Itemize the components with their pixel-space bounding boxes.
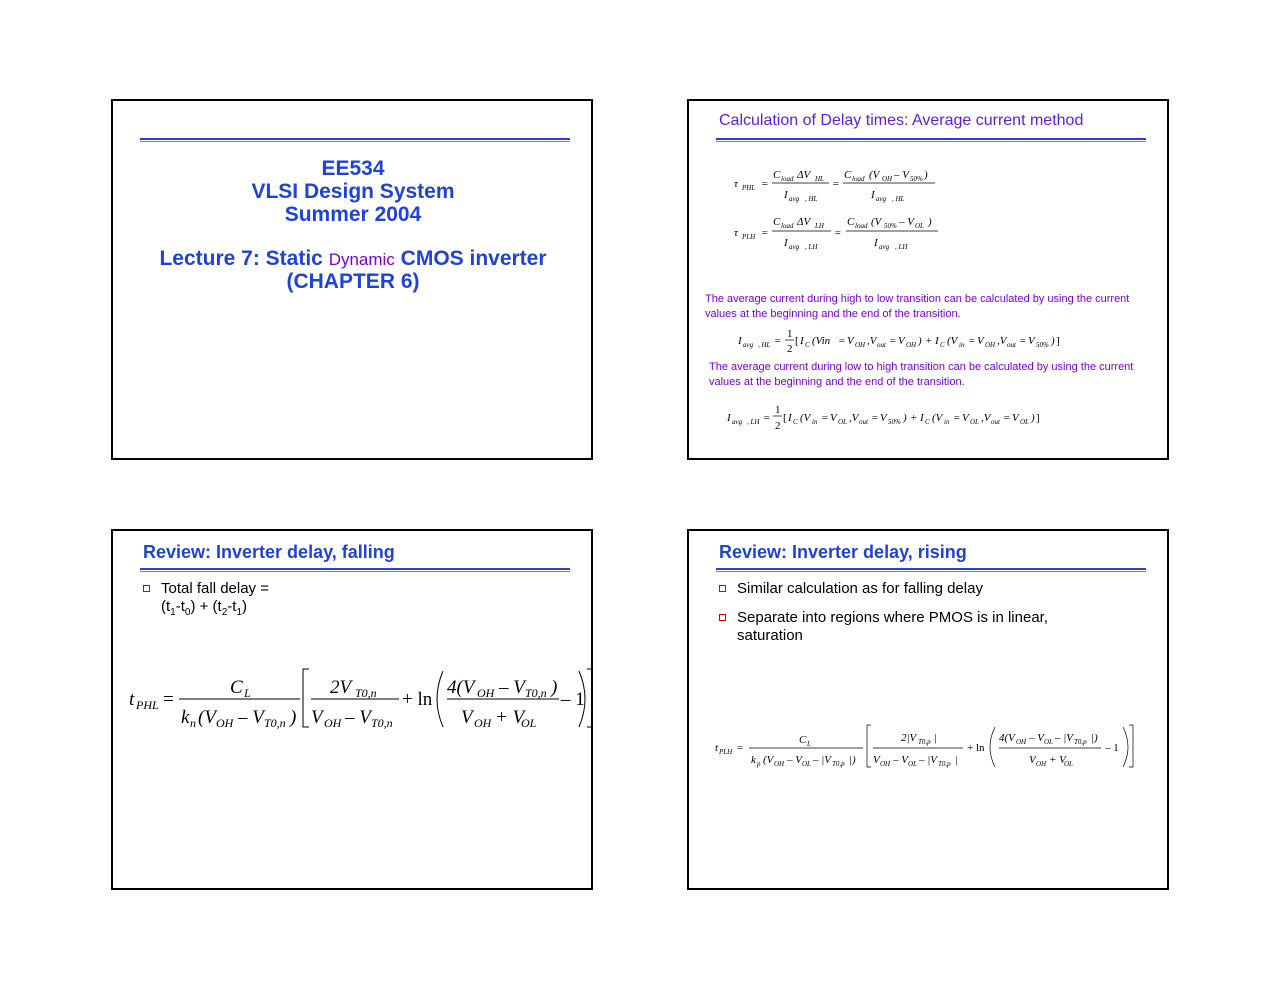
svg-text:in: in <box>959 341 965 349</box>
svg-text:=: = <box>834 227 842 239</box>
svg-text:(V: (V <box>800 412 811 424</box>
svg-text:=: = <box>889 335 897 347</box>
svg-text:50%: 50% <box>910 175 923 183</box>
svg-text:=: = <box>737 742 744 754</box>
svg-text:=: = <box>953 412 961 424</box>
svg-text:OL: OL <box>838 418 847 426</box>
slide-heading: Calculation of Delay times: Average current method <box>719 112 1084 129</box>
svg-text:I: I <box>800 335 804 347</box>
svg-text:T0,p: T0,p <box>1074 738 1087 746</box>
svg-text:4(V: 4(V <box>447 677 475 698</box>
heading-rule <box>140 568 570 572</box>
lecture-title <box>113 247 593 271</box>
svg-text:C: C <box>847 216 855 228</box>
svg-text:+ ln: + ln <box>402 689 433 710</box>
svg-text:out: out <box>859 418 868 426</box>
tphl-equation <box>127 661 593 731</box>
heading-rule <box>716 138 1146 142</box>
tplh-equation <box>713 719 1165 773</box>
slide-title <box>111 99 593 460</box>
svg-text:V: V <box>847 335 854 347</box>
course-code: EE534 <box>321 157 385 180</box>
svg-text:,V: ,V <box>997 335 1007 347</box>
svg-text:I: I <box>920 412 924 424</box>
svg-text:OH: OH <box>855 341 866 349</box>
lecture-title-dynamic: Dynamic <box>328 250 395 269</box>
svg-text:PHL: PHL <box>136 698 159 712</box>
svg-text:C: C <box>940 341 945 349</box>
svg-text:– V: – V <box>899 216 914 228</box>
svg-text:=: = <box>1003 412 1011 424</box>
svg-text:|): |) <box>1091 732 1098 744</box>
svg-text:V: V <box>311 707 323 728</box>
svg-text:(Vin: (Vin <box>812 335 831 347</box>
delay-equations <box>729 159 949 259</box>
lecture-title-part-2: CMOS inverter <box>400 247 547 270</box>
svg-text:V: V <box>461 707 473 728</box>
svg-text:V: V <box>1029 754 1036 766</box>
svg-text:, LH: , LH <box>747 418 760 426</box>
svg-text:=: = <box>871 412 879 424</box>
svg-text:=: = <box>763 412 771 424</box>
svg-text:=: = <box>761 178 769 190</box>
svg-text:– |V: – |V <box>1055 732 1073 744</box>
svg-text:avg: avg <box>789 195 800 203</box>
svg-text:OH: OH <box>324 716 342 730</box>
slide-falling-delay <box>111 529 593 890</box>
svg-text:avg: avg <box>743 341 754 349</box>
lecture-title-part-1: Lecture 7: Static <box>159 247 323 270</box>
svg-text:): ) <box>903 412 907 424</box>
svg-text:OL: OL <box>970 418 979 426</box>
svg-text:– 1: – 1 <box>1105 742 1119 754</box>
svg-text:out: out <box>1007 341 1016 349</box>
svg-text:p: p <box>757 760 761 768</box>
svg-text:2|V: 2|V <box>901 732 917 744</box>
svg-text:+ V: + V <box>495 707 525 728</box>
svg-text:OL: OL <box>1064 760 1073 768</box>
svg-text:50%: 50% <box>1036 341 1049 349</box>
svg-text:|: | <box>955 754 959 766</box>
svg-text:=: = <box>968 335 976 347</box>
svg-text:=: = <box>163 689 174 710</box>
svg-text:load: load <box>852 175 865 183</box>
svg-text:k: k <box>181 707 190 728</box>
svg-text:– V: – V <box>787 754 802 766</box>
svg-text:+: + <box>925 335 933 347</box>
svg-text:L: L <box>807 740 811 748</box>
svg-text:I: I <box>738 335 742 347</box>
svg-text:OH: OH <box>1036 760 1047 768</box>
svg-text:2: 2 <box>787 343 793 355</box>
svg-text:C: C <box>925 418 930 426</box>
svg-text:– |V: – |V <box>919 754 937 766</box>
svg-text:load: load <box>781 175 794 183</box>
chapter-label: (CHAPTER 6) <box>286 270 420 293</box>
svg-text:(V: (V <box>763 754 774 766</box>
svg-text:(V: (V <box>198 707 216 728</box>
svg-text:): ) <box>928 216 932 228</box>
svg-text:]: ] <box>1036 412 1040 424</box>
svg-text:,V: ,V <box>867 335 877 347</box>
svg-text:C: C <box>773 169 781 181</box>
bullet-similar-calculation: Similar calculation as for falling delay <box>737 580 1137 598</box>
svg-text:): ) <box>924 169 928 181</box>
svg-text:– 1: – 1 <box>561 689 585 710</box>
paragraph-low-to-high: The average current during low to high transition can be calculated by using the current values at the beginning and the end of the transition. <box>709 361 1134 388</box>
svg-text:): ) <box>1031 412 1035 424</box>
slide-heading: Review: Inverter delay, rising <box>719 542 967 562</box>
bullet-separate-regions: Separate into regions where PMOS is in linear, saturation <box>737 609 1087 645</box>
svg-text:t: t <box>129 689 135 710</box>
svg-text:I: I <box>784 189 788 201</box>
svg-text:V: V <box>898 335 905 347</box>
svg-text:OH: OH <box>216 716 234 730</box>
svg-text:L: L <box>244 686 251 700</box>
svg-text:(V: (V <box>932 412 943 424</box>
svg-text:– V: – V <box>345 707 371 728</box>
svg-text:OH: OH <box>882 175 893 183</box>
svg-text:I: I <box>788 412 792 424</box>
svg-text:T0,p: T0,p <box>938 760 951 768</box>
slide-rising-delay <box>687 529 1169 890</box>
svg-text:OH: OH <box>906 341 917 349</box>
svg-text:OL: OL <box>521 716 537 730</box>
svg-text:V: V <box>880 412 887 424</box>
bullet-square-icon <box>143 585 150 592</box>
svg-text:I: I <box>874 237 878 249</box>
svg-text:PHL: PHL <box>742 184 756 192</box>
svg-text:τ: τ <box>734 227 738 239</box>
bullet-square-icon <box>719 585 726 592</box>
svg-text:k: k <box>751 754 756 766</box>
svg-text:T0,n: T0,n <box>264 716 286 730</box>
bullet-total-fall-delay: Total fall delay = $(t_1-t_0) + (t_2-t_1)$ <box>161 580 269 622</box>
svg-text:=: = <box>838 335 846 347</box>
svg-text:T0,n: T0,n <box>355 686 377 700</box>
svg-text:): ) <box>290 707 297 728</box>
svg-text:T0,p: T0,p <box>832 760 845 768</box>
svg-text:50%: 50% <box>888 418 901 426</box>
svg-text:]: ] <box>1056 335 1060 347</box>
svg-text:t: t <box>715 742 719 754</box>
svg-text:– V: – V <box>893 754 908 766</box>
svg-text:n: n <box>190 716 196 730</box>
svg-text:4(V: 4(V <box>999 732 1015 744</box>
svg-text:in: in <box>812 418 818 426</box>
svg-text:– V: – V <box>1029 732 1044 744</box>
svg-text:T0,p: T0,p <box>918 738 931 746</box>
svg-text:|): |) <box>849 754 856 766</box>
svg-text:OH: OH <box>774 760 785 768</box>
avg-current-hl-equation <box>734 325 1084 357</box>
svg-text:LH: LH <box>815 222 824 230</box>
svg-text:|: | <box>934 732 938 744</box>
heading-rule <box>716 568 1146 572</box>
svg-text:T0,n: T0,n <box>371 716 393 730</box>
svg-text:V: V <box>962 412 969 424</box>
svg-text:+ ln: + ln <box>967 742 985 754</box>
svg-text:): ) <box>1051 335 1055 347</box>
svg-text:(V: (V <box>869 169 880 181</box>
svg-text:load: load <box>855 222 868 230</box>
svg-text:T0,n: T0,n <box>525 686 547 700</box>
course-name: VLSI Design System <box>251 180 455 203</box>
svg-text:,V: ,V <box>849 412 859 424</box>
svg-text:V: V <box>1012 412 1019 424</box>
svg-text:OH: OH <box>880 760 891 768</box>
svg-text:V: V <box>1028 335 1035 347</box>
svg-text:OH: OH <box>1016 738 1027 746</box>
svg-text:– V: – V <box>894 169 909 181</box>
svg-text:(V: (V <box>871 216 882 228</box>
svg-text:avg: avg <box>876 195 887 203</box>
svg-text:OL: OL <box>1020 418 1029 426</box>
svg-text:, HL: , HL <box>892 195 905 203</box>
svg-text:OH: OH <box>474 716 492 730</box>
svg-text:=: = <box>761 227 769 239</box>
svg-text:PLH: PLH <box>719 748 733 756</box>
svg-text:2V: 2V <box>330 677 352 698</box>
svg-text:I: I <box>871 189 875 201</box>
svg-text:out: out <box>991 418 1000 426</box>
course-term: Summer 2004 <box>284 203 422 226</box>
svg-text:1: 1 <box>775 404 781 416</box>
svg-text:2: 2 <box>775 420 781 432</box>
svg-text:in: in <box>944 418 950 426</box>
svg-text:OL: OL <box>908 760 917 768</box>
bullet-fall-delay-terms: $(t_1-t_0) + (t_2-t_1)$ <box>161 598 248 618</box>
svg-text:OL: OL <box>1044 738 1053 746</box>
svg-text:+: + <box>910 412 918 424</box>
svg-text:[: [ <box>795 335 799 347</box>
svg-text:avg: avg <box>879 243 890 251</box>
svg-text:avg: avg <box>789 243 800 251</box>
svg-text:avg: avg <box>732 418 743 426</box>
svg-text:, LH: , LH <box>805 243 818 251</box>
svg-text:V: V <box>977 335 984 347</box>
avg-current-lh-equation <box>723 399 1073 439</box>
slide-heading: Review: Inverter delay, falling <box>143 542 395 562</box>
svg-text:– V: – V <box>499 677 525 698</box>
title-rule <box>140 138 570 142</box>
svg-text:– |V: – |V <box>813 754 831 766</box>
svg-text:1: 1 <box>787 328 793 340</box>
bullet-square-icon <box>719 614 726 621</box>
paragraph-high-to-low: The average current during high to low transition can be calculated by using the current values at the beginning and the end of the transition. <box>705 293 1130 320</box>
svg-text:out: out <box>877 341 886 349</box>
svg-text:C: C <box>230 677 243 698</box>
svg-text:C: C <box>844 169 852 181</box>
svg-text:PLH: PLH <box>742 233 756 241</box>
svg-text:C: C <box>799 734 807 746</box>
svg-text:I: I <box>935 335 939 347</box>
svg-text:load: load <box>781 222 794 230</box>
svg-text:=: = <box>1019 335 1027 347</box>
svg-text:C: C <box>773 216 781 228</box>
svg-text:=: = <box>832 178 840 190</box>
svg-text:I: I <box>727 412 731 424</box>
svg-text:ΔV: ΔV <box>797 169 811 181</box>
svg-text:): ) <box>551 677 558 698</box>
svg-text:V: V <box>830 412 837 424</box>
slide-average-current <box>687 99 1169 460</box>
svg-text:τ: τ <box>734 178 738 190</box>
svg-text:,V: ,V <box>981 412 991 424</box>
svg-text:, HL: , HL <box>805 195 818 203</box>
svg-text:ΔV: ΔV <box>797 216 811 228</box>
svg-text:OL: OL <box>802 760 811 768</box>
svg-text:HL: HL <box>815 175 824 183</box>
svg-text:– V: – V <box>238 707 264 728</box>
svg-text:+ V: + V <box>1049 754 1066 766</box>
svg-text:=: = <box>821 412 829 424</box>
svg-text:[: [ <box>783 412 787 424</box>
svg-text:C: C <box>805 341 810 349</box>
svg-text:I: I <box>784 237 788 249</box>
svg-text:50%: 50% <box>884 222 897 230</box>
svg-text:V: V <box>873 754 880 766</box>
svg-text:, HL: , HL <box>758 341 771 349</box>
svg-text:OH: OH <box>477 686 495 700</box>
svg-text:=: = <box>774 335 782 347</box>
svg-text:(V: (V <box>947 335 958 347</box>
svg-text:): ) <box>918 335 922 347</box>
svg-text:, LH: , LH <box>895 243 908 251</box>
svg-text:C: C <box>793 418 798 426</box>
svg-text:OH: OH <box>985 341 996 349</box>
svg-text:OL: OL <box>915 222 924 230</box>
